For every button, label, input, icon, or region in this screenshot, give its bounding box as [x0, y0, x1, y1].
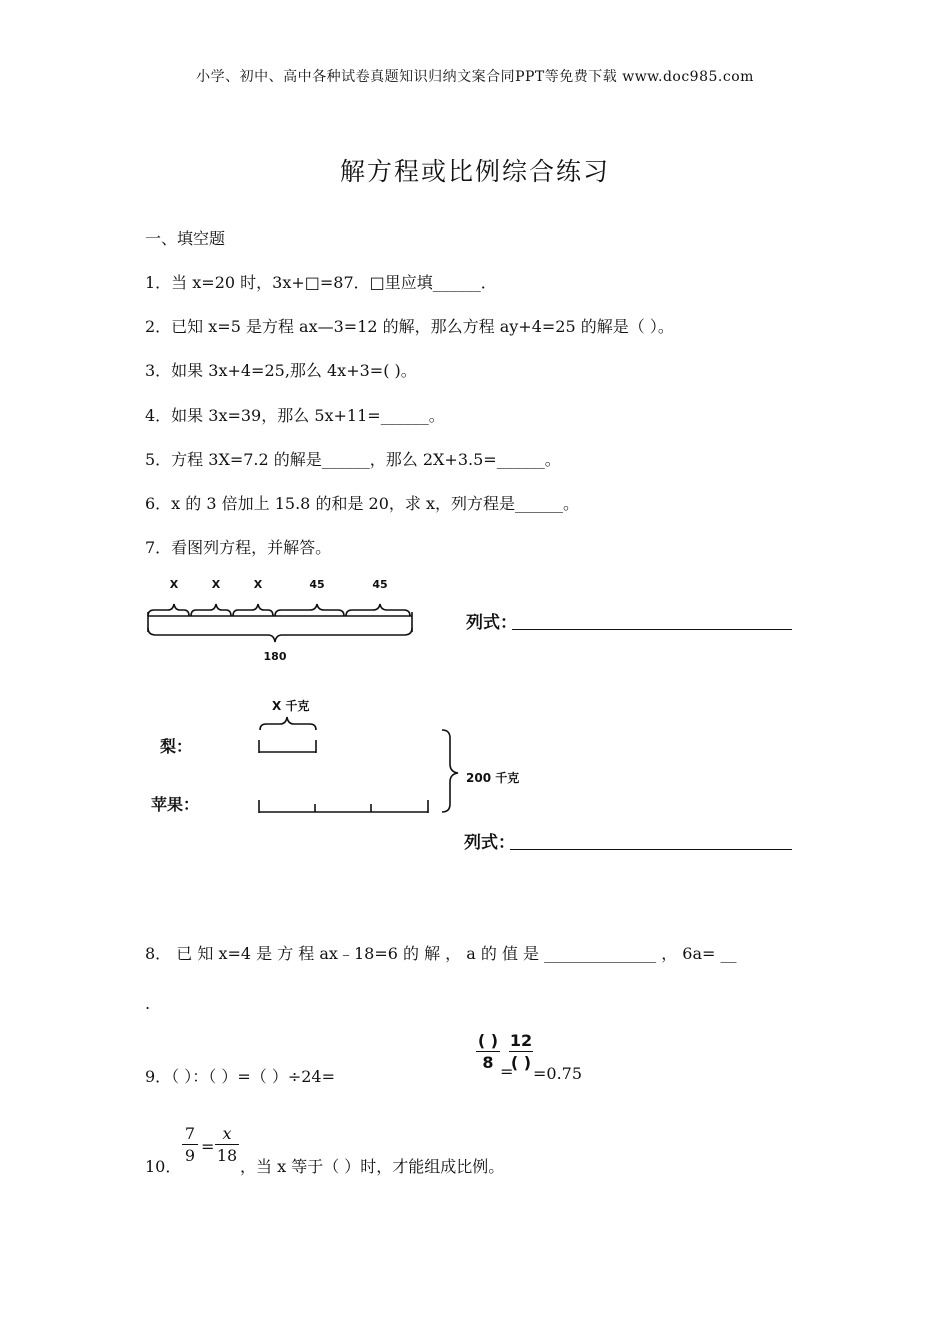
question-10-fraction-b — [215, 1124, 239, 1165]
question-7: 7．看图列方程，并解答。 — [145, 538, 332, 557]
question-4: 4．如果 3x=39，那么 5x+11=______。 — [145, 406, 445, 425]
question-9-suffix: =0.75 — [533, 1064, 583, 1083]
question-6: 6．x 的 3 倍加上 15.8 的和是 20，求 x，列方程是______。 — [145, 494, 579, 513]
fraction-b-numerator: x — [222, 1124, 232, 1143]
fraction-a-numerator: 7 — [184, 1124, 196, 1143]
question-10-equals: = — [201, 1137, 215, 1156]
pear-apple-diagram — [250, 712, 470, 822]
fraction-1-denominator: 8 — [482, 1053, 494, 1072]
question-8-continued: . — [145, 994, 151, 1013]
formula-label-1: 列式： — [466, 613, 517, 633]
label-45-2: 45 — [372, 578, 388, 591]
answer-line-1 — [512, 629, 792, 630]
page-title: 解方程或比例综合练习 — [339, 157, 610, 186]
question-3: 3．如果 3x+4=25,那么 4x+3=( )。 — [145, 361, 417, 380]
section-heading: 一、填空题 — [145, 229, 226, 248]
fraction-a-denominator: 9 — [184, 1146, 196, 1165]
question-10-suffix: ，当 x 等于（ ）时，才能组成比例。 — [240, 1157, 505, 1176]
question-1: 1．当 x=20 时，3x+□=87．□里应填______． — [145, 273, 497, 292]
question-5: 5．方程 3X=7.2 的解是______，那么 2X+3.5=______。 — [145, 450, 561, 469]
formula-label-2: 列式： — [464, 833, 515, 853]
fraction-2-denominator: ( ) — [510, 1053, 532, 1072]
question-9-fraction-2 — [509, 1031, 533, 1072]
fraction-1-numerator: ( ) — [477, 1031, 499, 1050]
page-header: 小学、初中、高中各种试卷真题知识归纳文案合同PPT等免费下载 www.doc985.com — [196, 69, 754, 85]
question-8: 8． 已 知 x=4 是 方 程 ax﹣18=6 的 解 ， a 的 值 是 ______________ ， 6a= __ — [145, 944, 737, 963]
question-10-prefix: 10． — [145, 1157, 182, 1176]
pear-label: 梨： — [160, 737, 193, 756]
label-45-1: 45 — [309, 578, 325, 591]
segment-diagram — [140, 572, 440, 672]
label-total-180: 180 — [263, 650, 287, 663]
question-9-fraction-1 — [476, 1031, 500, 1072]
total-200-kg-label: 200 千克 — [466, 771, 520, 785]
question-2: 2．已知 x=5 是方程 ax—3=12 的解，那么方程 ay+4=25 的解是（ ）。 — [145, 317, 674, 336]
label-x-3: X — [253, 578, 263, 591]
fraction-b-denominator: 18 — [216, 1146, 238, 1165]
answer-line-2 — [510, 849, 792, 850]
apple-label: 苹果： — [151, 795, 200, 814]
fraction-2-numerator: 12 — [509, 1031, 533, 1050]
question-10-fraction-a — [182, 1124, 198, 1165]
x-kg-label: X 千克 — [272, 699, 310, 713]
question-9-equals: = — [500, 1062, 514, 1081]
label-x-2: X — [211, 578, 221, 591]
question-9-prefix: 9．（ ）：（ ）=（ ）÷24= — [145, 1067, 336, 1086]
label-x-1: X — [169, 578, 179, 591]
